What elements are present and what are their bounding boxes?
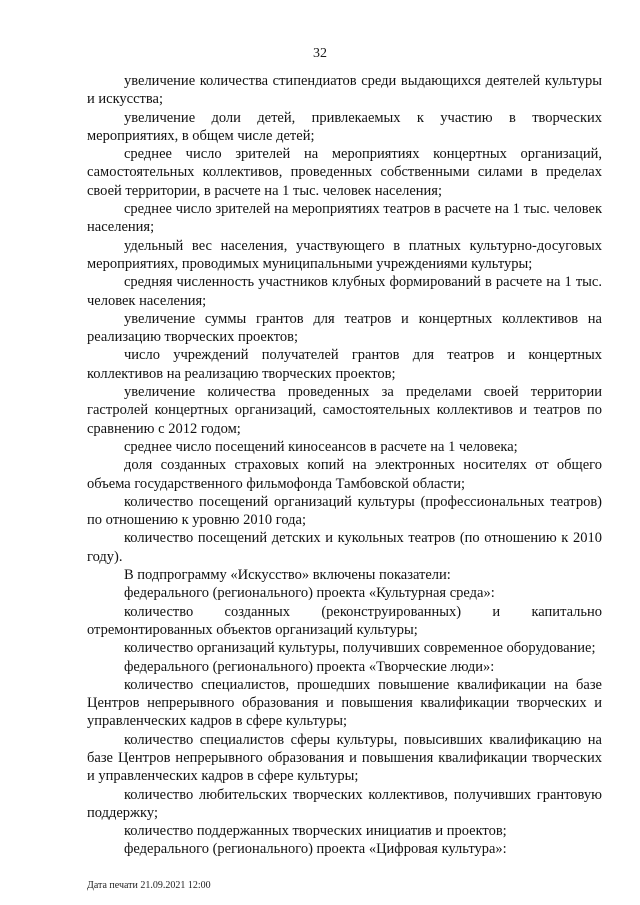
paragraph: число учреждений получателей грантов для театров и концертных коллективов на реализацию творческих проектов; bbox=[87, 347, 602, 382]
print-date-footer: Дата печати 21.09.2021 12:00 bbox=[87, 880, 211, 891]
paragraph: увеличение количества проведенных за пределами своей территории гастролей концертных организаций, самостоятельных коллективов и театров по сравнению с 2012 годом; bbox=[87, 384, 602, 437]
paragraph: среднее число зрителей на мероприятиях театров в расчете на 1 тыс. человек населения; bbox=[87, 201, 602, 236]
paragraph: количество организаций культуры, получивших современное оборудование; bbox=[124, 640, 596, 657]
paragraph: среднее число посещений киносеансов в расчете на 1 человека; bbox=[124, 438, 518, 455]
paragraph: увеличение суммы грантов для театров и концертных коллективов на реализацию творческих проектов; bbox=[87, 310, 602, 346]
paragraph: количество посещений детских и кукольных театров (по отношению к 2010 году). bbox=[87, 530, 602, 565]
paragraph: количество поддержанных творческих инициатив и проектов; bbox=[124, 823, 507, 840]
section-heading: В подпрограмму «Искусство» включены показатели: bbox=[124, 567, 451, 584]
paragraph: доля созданных страховых копий на электронных носителях от общего объема государственного фильмофонда Тамбовской области; bbox=[87, 457, 602, 492]
paragraph: увеличение доли детей, привлекаемых к участию в творческих мероприятиях, в общем числе детей; bbox=[87, 109, 602, 144]
project-heading: федерального (регионального) проекта «Цифровая культура»: bbox=[124, 841, 507, 858]
document-body bbox=[87, 72, 602, 859]
page-number: 32 bbox=[313, 46, 327, 61]
paragraph: количество специалистов, прошедших повышение квалификации на базе Центров непрерывного образования и повышения квалификации творческих и управленческих кадров в сфере культуры; bbox=[87, 676, 602, 730]
paragraph: среднее число зрителей на мероприятиях концертных организаций, самостоятельных коллективов, проведенных собственными силами в пределах своей территории, в расчете на 1 тыс. человек населения; bbox=[87, 146, 602, 199]
paragraph: количество специалистов сферы культуры, повысивших квалификацию на базе Центров непрерывного образования и повышения квалификации творческих и управленческих кадров в сфере культуры; bbox=[87, 731, 602, 785]
paragraph: средняя численность участников клубных формирований в расчете на 1 тыс. человек населения; bbox=[87, 274, 602, 309]
paragraph: удельный вес населения, участвующего в платных культурно-досуговых мероприятиях, проводимых муниципальными учреждениями культуры; bbox=[87, 237, 602, 272]
paragraph: количество посещений организаций культуры (профессиональных театров) по отношению к уровню 2010 года; bbox=[87, 493, 602, 529]
paragraph: увеличение количества стипендиатов среди выдающихся деятелей культуры и искусства; bbox=[87, 73, 602, 108]
project-heading: федерального (регионального) проекта «Культурная среда»: bbox=[124, 585, 495, 602]
paragraph: количество созданных (реконструированных) и капитально отремонтированных объектов организаций культуры; bbox=[87, 603, 602, 638]
project-heading: федерального (регионального) проекта «Творческие люди»: bbox=[124, 658, 495, 675]
paragraph: количество любительских творческих коллективов, получивших грантовую поддержку; bbox=[87, 786, 602, 821]
